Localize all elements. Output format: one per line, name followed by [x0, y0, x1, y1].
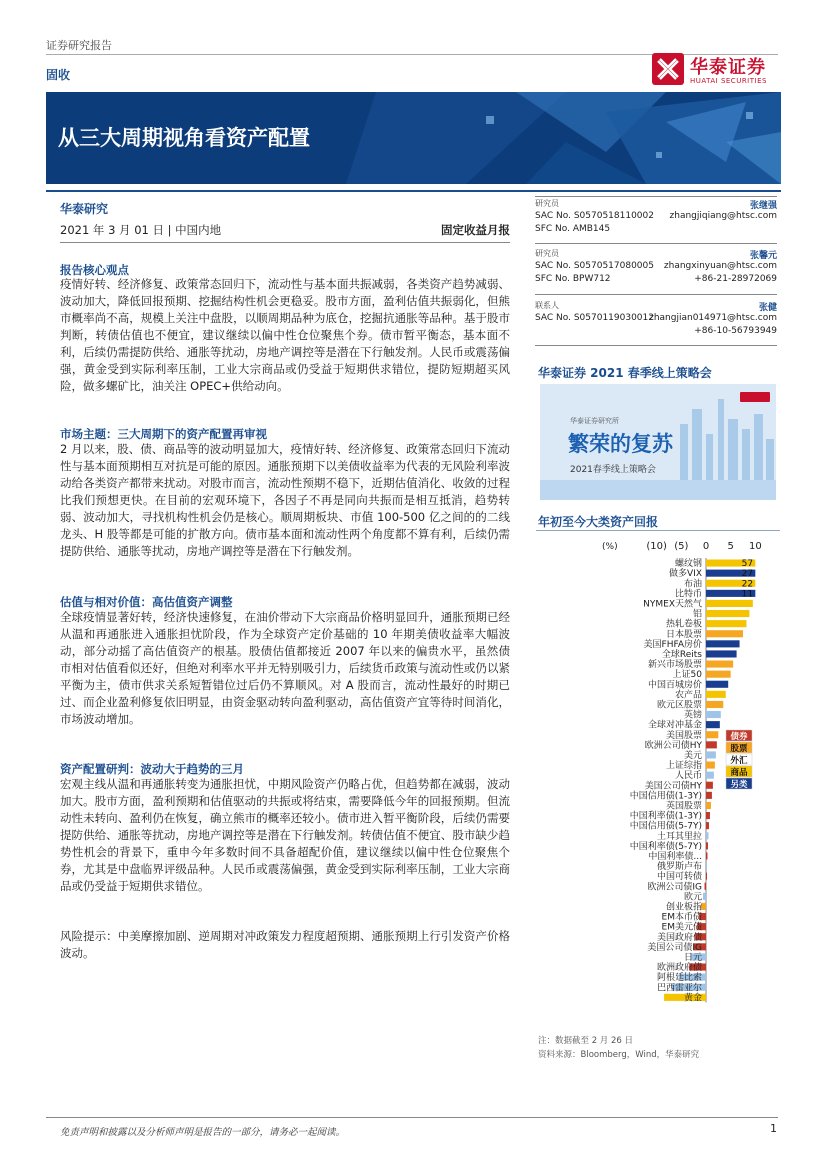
- section-heading: 估值与相对价值：高估值资产调整: [60, 595, 233, 609]
- report-title: 从三大周期视角看资产配置: [58, 125, 310, 150]
- category-label: 欧洲公司债IG: [647, 882, 702, 893]
- analyst-name: 张健: [758, 303, 777, 313]
- chart-bar: [705, 883, 706, 890]
- chart-bar: [706, 782, 713, 789]
- category-label: 英国股票: [665, 801, 702, 812]
- category-label: 美国股票: [665, 730, 702, 741]
- promo-subtitle: 2021春季线上策略会: [570, 465, 656, 475]
- analyst-block: [535, 198, 777, 237]
- category-label: 中国可转债: [656, 872, 702, 883]
- legend-label: 债券: [730, 732, 748, 742]
- analyst-name: 张继强: [749, 201, 777, 211]
- legend-label: 外汇: [730, 756, 748, 766]
- category-label: 上证50: [672, 670, 702, 681]
- legend-label: 商品: [730, 768, 748, 778]
- legend-label: 股票: [730, 744, 748, 754]
- category-label: 全球对冲基金: [647, 720, 702, 731]
- x-tick-label: 10: [748, 541, 762, 552]
- category-label: 热轧卷板: [665, 619, 702, 630]
- sidebar-divider: [535, 196, 777, 197]
- report-date: 2021 年 3 月 01 日 | 中国内地: [60, 223, 222, 237]
- chart-bar: [706, 832, 708, 839]
- chart-bar: [706, 822, 709, 829]
- category-label: 阿根廷比索: [656, 973, 702, 984]
- data-label: 11: [741, 589, 754, 600]
- category-label: 巴西雷亚尔: [656, 983, 702, 994]
- category-label: 人民币: [674, 771, 702, 782]
- chart-bar: [706, 863, 707, 870]
- section-text: 宏观主线从温和再通胀转变为通胀担忧，中期风险资产仍略占优，但趋势都在减弱，波动加大。股市方面，盈利预期和估值驱动的共振或将结束，需要降低今年的回报预期。但流动性未转向、盈利仍在恢复，确立熊市的概率还较小。债市进入暂平衡阶段，后续仍需要提防供给、通胀等扰动，房地产调控等是潜在下行触发剂。转债估值不便宜、股市缺少趋势性机会的背景下，重申今年多数时间不具备超配价值，建议继续以偏中性仓位聚焦个券，尤其是中盘临界评级品种。人民币或震荡偏强，黄金受到实际利率压制，工业大宗商品或仍受益于短期供求错位。: [60, 777, 510, 893]
- category-label: 土耳其里拉: [656, 831, 702, 842]
- category-label: 比特币: [674, 589, 702, 600]
- chart-bar: [706, 691, 726, 698]
- x-tick-label: 0: [702, 541, 710, 552]
- chart-bar: [706, 792, 712, 799]
- strategy-meeting-banner[interactable]: [540, 384, 776, 500]
- category-label: 全球Reits: [661, 650, 702, 660]
- section-heading: 资产配置研判：波动大于趋势的三月: [60, 762, 244, 776]
- strategy-meeting-title: 华泰证券 2021 春季线上策略会: [538, 366, 712, 380]
- analyst-role: 联系人: [535, 301, 559, 310]
- section-heading: 报告核心观点: [60, 263, 129, 277]
- category-label: NYMEX天然气: [643, 599, 702, 610]
- analyst-email[interactable]: zhangxinyuan@htsc.com: [663, 261, 777, 271]
- document-type: 证券研究报告: [46, 39, 112, 52]
- footer-divider: [46, 1117, 778, 1118]
- chart-bar: [706, 762, 715, 769]
- category-label: 螺纹钢: [674, 559, 702, 570]
- asset-return-chart: [536, 530, 780, 1025]
- analyst-sfc: SFC No. AMB145: [535, 224, 611, 234]
- category-label: 中国信用债(1-3Y): [629, 791, 702, 802]
- sidebar-divider: [535, 243, 777, 244]
- analyst-phone: +86-21-28972069: [694, 274, 777, 284]
- category-label: 欧洲公司债HY: [644, 740, 702, 751]
- chart-unit-label: (%): [602, 542, 618, 552]
- x-tick-label: (5): [674, 541, 689, 552]
- chart-bar: [706, 802, 711, 809]
- data-label: 22: [741, 579, 754, 590]
- category-label: 农产品: [674, 690, 702, 701]
- category-label: 美国政府债: [656, 932, 702, 943]
- category-label: 美国公司债IG: [647, 942, 702, 953]
- chart-bar: [706, 751, 716, 758]
- category-label: 中国百城房价: [647, 680, 702, 691]
- category-label: 新兴市场股票: [647, 660, 702, 671]
- disclaimer: 免责声明和披露以及分析师声明是报告的一部分，请务必一起阅读。: [60, 1127, 346, 1138]
- chart-bar: [706, 661, 733, 668]
- chart-bar: [706, 842, 708, 849]
- analyst-sac: SAC No. S0570518110002: [535, 211, 654, 221]
- category-label: 欧元区股票: [656, 700, 702, 711]
- category-label: 布油: [683, 579, 702, 590]
- data-label: 57: [741, 559, 754, 570]
- chart-note: 注：数据截至 2 月 26 日: [538, 1036, 634, 1046]
- logo-text-cn: 华泰证券: [690, 57, 766, 78]
- category-label: 中国利率债...: [648, 852, 702, 862]
- category-label: EM美元债: [661, 922, 702, 933]
- logo-mark-icon: [652, 53, 684, 85]
- sidebar-divider: [535, 345, 777, 346]
- category-label: 中国信用债(5-7Y): [629, 821, 702, 832]
- chart-bar: [706, 600, 753, 607]
- logo-text-en: HUATAI SECURITIES: [690, 77, 767, 85]
- category-label: 黄金: [683, 993, 702, 1004]
- banner-divider: [46, 190, 781, 192]
- chart-bar: [706, 741, 717, 748]
- chart-bar: [706, 812, 710, 819]
- category-label: 美国公司债HY: [644, 781, 702, 792]
- promo-organizer: 华泰证券研究所: [570, 417, 619, 425]
- category-label: 美元: [683, 751, 702, 761]
- analyst-email[interactable]: zhangjian014971@htsc.com: [649, 313, 777, 323]
- analyst-block: [535, 248, 777, 287]
- chart-bar: [706, 711, 721, 718]
- x-tick-label: (10): [646, 541, 667, 552]
- section-text: 2 月以来，股、债、商品等的波动明显加大，疫情好转、经济修复、政策常态回归下流动性与基本面预期相互对抗是可能的原因。通胀预期下以美债收益率为代表的无风险利率波动给各类资产都带来扰动。对股市而言，流动性预期不稳下，近期估值消化、收敛的过程比我们预想更快。在目前的宏观环境下，各因子不再是同向共振而是相互抵消，趋势转弱、波动加大，寻找机构性机会仍是核心。顺周期板块、市值 100-500 亿之间的的二线龙头、H 股等都是可能的扩散方向。债市基本面和流动性两个角度都不算有利，后续仍需提防供给、通胀等扰动，房地产调控等是潜在下行触发剂。: [60, 442, 510, 558]
- category-label: 日本股票: [665, 629, 702, 640]
- chart-bar: [706, 620, 746, 627]
- analyst-role: 研究员: [535, 249, 559, 258]
- chart-bar: [706, 681, 728, 688]
- chart-bar: [706, 650, 737, 657]
- research-label: 华泰研究: [60, 202, 109, 216]
- category-label: 欧元: [683, 892, 702, 903]
- analyst-sfc: SFC No. BPW712: [535, 274, 611, 284]
- chart-bar: [706, 701, 723, 708]
- title-banner: [46, 92, 781, 184]
- analyst-email[interactable]: zhangjiqiang@htsc.com: [669, 211, 777, 221]
- category-label: 上证综指: [665, 761, 702, 772]
- chart-bar: [706, 640, 740, 647]
- chart-bar: [706, 630, 743, 637]
- category-label: EM本币债: [661, 912, 702, 923]
- chart-bar: [703, 893, 706, 900]
- chart-bar: [706, 873, 707, 880]
- category-label: 做多VIX: [669, 569, 702, 580]
- analyst-block: [535, 300, 777, 339]
- chart-bar: [706, 721, 720, 728]
- section-text: 全球疫情显著好转，经济快速修复，在油价带动下大宗商品价格明显回升，通胀预期已经从温和再通胀进入通胀担忧阶段，作为全球资产定价基础的 10 年期美债收益率大幅波动，部分动摇了高估值资产的根基。股债估值都接近 2007 年以来的偏贵水平，虽然债市相对估值看似还好，但绝对利率水平并无特别吸引力，后续货币政策与流动性或仍以紧平衡为主，债市供求关系短暂错位过后仍不算顺风。对 A 股而言，流动性最好的时期已过、而企业盈利修复依旧明显，由资金驱动转向盈利驱动，高估值资产宜等待时间消化，市场波动增加。: [60, 610, 510, 726]
- company-logo: [652, 53, 782, 89]
- analyst-sac: SAC No. S0570517080005: [535, 261, 654, 271]
- category-label: 创业板指: [665, 902, 702, 913]
- report-type: 固定收益月报: [441, 223, 510, 237]
- category-label: 美国FHFA房价: [643, 639, 702, 650]
- category-label: 铝: [692, 609, 702, 620]
- promo-headline: 繁荣的复苏: [568, 432, 673, 456]
- analyst-role: 研究员: [535, 199, 559, 208]
- date-line: [60, 222, 510, 243]
- category-label: 英镑: [683, 710, 702, 721]
- chart-title: 年初至今大类资产回报: [538, 515, 659, 529]
- analyst-phone: +86-10-56793949: [694, 326, 777, 336]
- section-heading: 市场主题：三大周期下的资产配置再审视: [60, 427, 267, 441]
- category-label: 俄罗斯卢布: [656, 862, 702, 873]
- section-text: 疫情好转、经济修复、政策常态回归下，流动性与基本面共振减弱，各类资产趋势减弱、波动加大，降低回报预期、挖掘结构性机会更稳妥。股市方面，盈利估值共振弱化，但熊市概率尚不高，规模上关注中盘股，以顺周期品种为底仓，挖掘抗通胀等品种。基于股市判断，转债估值也不便宜，建议继续以偏中性仓位聚焦个券。债市暂平衡态，基本面不利，后续仍需提防供给、通胀等扰动，房地产调控等是潜在下行触发剂。人民币或震荡偏强，黄金受到实际利率压制，工业大宗商品或仍受益于短期供求错位，提防短期超买风险，做多螺矿比，油关注 OPEC+供给动向。: [60, 277, 510, 393]
- category-label: 中国利率债(1-3Y): [629, 811, 702, 822]
- chart-bar: [706, 610, 749, 617]
- chart-bar: [706, 852, 707, 859]
- data-label: 27: [741, 569, 754, 580]
- category-label: 欧洲政府债: [656, 963, 702, 974]
- chart-bar: [706, 772, 714, 779]
- section-label: 固收: [46, 68, 71, 82]
- analyst-sac: SAC No. S0570119030012: [535, 313, 654, 323]
- page-number: 1: [770, 1122, 777, 1135]
- chart-bar: [706, 731, 718, 738]
- risk-warning: 风险提示：中美摩擦加剧、逆周期对冲政策发力程度超预期、通胀预期上行引发资产价格波动。: [60, 929, 510, 960]
- analyst-name: 张馨元: [749, 251, 777, 261]
- category-label: 中国利率债(5-7Y): [629, 841, 702, 852]
- chart-source: 资料来源：Bloomberg，Wind，华泰研究: [538, 1050, 700, 1060]
- legend-label: 另类: [730, 780, 748, 790]
- x-tick-label: 5: [727, 541, 734, 552]
- chart-bar: [706, 671, 731, 678]
- category-label: 日元: [683, 953, 702, 963]
- sidebar-divider: [535, 294, 777, 295]
